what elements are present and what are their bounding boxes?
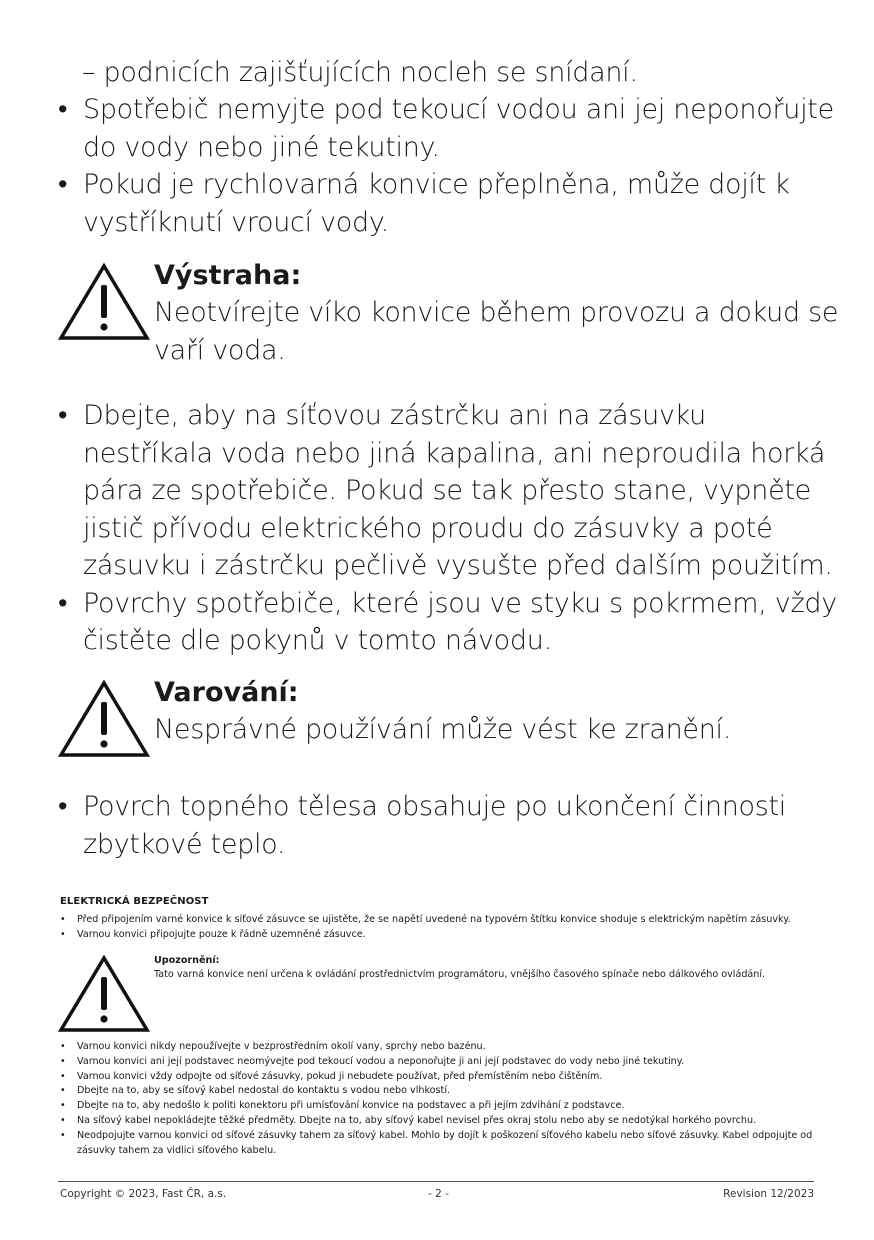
footer-divider (58, 1181, 814, 1182)
warning-title: Varování: (154, 677, 299, 708)
warning-title: Výstraha: (154, 260, 302, 291)
footer-revision: Revision 12/2023 (723, 1188, 814, 1200)
warning-block-varovani (58, 677, 732, 758)
list-item: • Varnou konvici nikdy nepoužívejte v bezprostředním okolí vany, sprchy nebo bazénu. (60, 1040, 820, 1055)
bullet-list-after (58, 788, 838, 863)
section-heading: ELEKTRICKÁ BEZPEČNOST (60, 896, 209, 907)
warning-body: Neotvírejte víko konvice během provozu a dokud se vaří voda. (154, 297, 839, 366)
list-item: • Neodpojujte varnou konvici od síťové zásuvky tahem za síťový kabel. Mohlo by dojít k poškození síťového kabelu nebo síťové zásuvky. Kabel odpojujte od zásuvky tahem za vidlici síťového kabelu. (60, 1129, 820, 1159)
footer-copyright: Copyright © 2023, Fast ČR, a.s. (60, 1188, 227, 1200)
list-item: • Spotřebič nemyjte pod tekoucí vodou ani jej neponořujte do vody nebo jiné tekutiny. (58, 91, 838, 166)
list-item: • Povrch topného tělesa obsahuje po ukončení činnosti zbytkové teplo. (58, 788, 838, 863)
list-item: • Před připojením varné konvice k síťové zásuvce se ujistěte, že se napětí uvedené na typovém štítku konvice shoduje s elektrickým napětím zásuvky. (60, 913, 820, 928)
list-item: • Pokud je rychlovarná konvice přeplněna, může dojít k vystříknutí vroucí vody. (58, 166, 838, 241)
list-item: • Varnou konvici ani její podstavec neomývejte pod tekoucí vodou a neponořujte ji ani její podstavec do vody nebo jiné tekutiny. (60, 1055, 820, 1070)
list-item: • Varnou konvici vždy odpojte od síťové zásuvky, pokud ji nebudete používat, před přemístěním nebo čištěním. (60, 1070, 820, 1085)
notice-title: Upozornění: (154, 955, 220, 966)
small-bullet-list-1 (60, 913, 820, 943)
notice-block (58, 955, 765, 1033)
list-item: • Dbejte na to, aby se síťový kabel nedostal do kontaktu s vodou nebo vlhkostí. (60, 1084, 820, 1099)
small-bullet-list-2 (60, 1040, 820, 1158)
warning-body: Nesprávné používání může vést ke zranění. (154, 714, 732, 745)
bullet-list-mid (58, 397, 838, 660)
footer-page-number: - 2 - (428, 1188, 449, 1200)
list-item: • Na síťový kabel nepokládejte těžké předměty. Dbejte na to, aby síťový kabel nevisel přes okraj stolu nebo aby se nedotýkal horkého povrchu. (60, 1114, 820, 1129)
continuation-line: – podnicích zajišťujících nocleh se snídaní. (82, 57, 638, 88)
warning-triangle-icon (58, 955, 150, 1033)
bullet-list-top (58, 91, 838, 241)
warning-block-vystraha (58, 260, 874, 369)
warning-triangle-icon (58, 680, 150, 758)
warning-triangle-icon (58, 263, 150, 341)
list-item: • Povrchy spotřebiče, které jsou ve styku s pokrmem, vždy čistěte dle pokynů v tomto návodu. (58, 585, 838, 660)
list-item: • Dbejte na to, aby nedošlo k politi konektoru při umísťování konvice na podstavec a při jejím zdvihání z podstavce. (60, 1099, 820, 1114)
list-item: • Dbejte, aby na síťovou zástrčku ani na zásuvku nestříkala voda nebo jiná kapalina, ani neproudila horká pára ze spotřebiče. Pokud se tak přesto stane, vypněte jistič přívodu elektrického proudu do zásuvky a poté zásuvku i zástrčku pečlivě vysušte před dalším použitím. (58, 397, 838, 585)
list-item: • Varnou konvici připojujte pouze k řádně uzemněné zásuvce. (60, 928, 820, 943)
notice-body: Tato varná konvice není určena k ovládání prostřednictvím programátoru, vnějšího časového spínače nebo dálkového ovládání. (154, 969, 766, 980)
